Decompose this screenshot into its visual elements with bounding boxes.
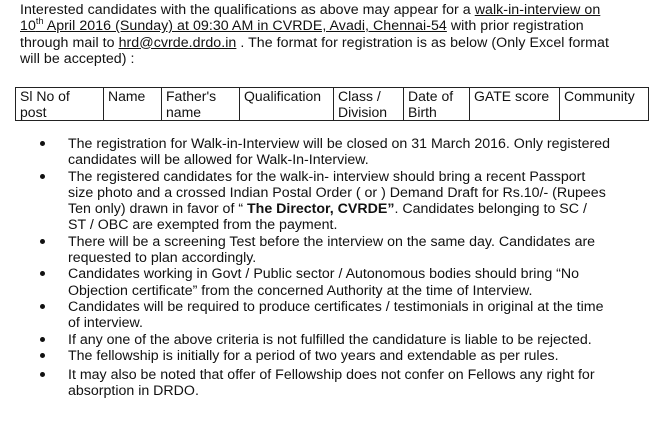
bullet-icon [40,141,45,146]
list-item: The registration for Walk-in-Interview will be closed on 31 March 2016. Only registered candidates will be allowed for Walk-In-Interview. [40,136,640,169]
bullet-icon [40,372,45,377]
column-header: Name [104,88,162,121]
intro-paragraph [20,2,650,67]
column-header: Qualification [240,88,334,121]
list-item: If any one of the above criteria is not fulfilled the candidature is liable to be rejected. [40,332,640,348]
bullet-icon [40,239,45,244]
intro-line-3: through mail to hrd@cvrde.drdo.in . The format for registration is as below (Only Excel format [20,34,609,51]
registration-format-table [15,87,649,121]
list-item: Candidates working in Govt / Public sector / Autonomous bodies should bring “No Objection certificate” from the concerned Authority at the time of Interview. [40,266,640,299]
bullet-icon [40,271,45,276]
list-item: The registered candidates for the walk-in- interview should bring a recent Passport size photo and a crossed Indian Postal Order ( or ) Demand Draft for Rs.10/- (Rupees Ten only) drawn in favor of “ The Director, CVRDE”. Candidates belonging to SC / ST / OBC are exempted from the payment. [40,169,640,234]
column-header: GATE score [470,88,560,121]
intro-line-1: Interested candidates with the qualifications as above may appear for a walk-in-interview on [20,2,601,18]
column-header: Class / Division [334,88,404,121]
intro-line-4: will be accepted) : [20,50,135,67]
column-header: Date of Birth [404,88,470,121]
column-header: Father's name [162,88,240,121]
intro-line-2: 10th April 2016 (Sunday) at 09:30 AM in CVRDE, Avadi, Chennai-54 with prior registration [20,15,584,35]
bullet-icon [40,174,45,179]
bullet-icon [40,353,45,358]
registration-email-link[interactable]: hrd@cvrde.drdo.in [118,34,237,51]
notes-list [40,136,640,400]
column-header: Sl No of post [16,88,104,121]
list-item: There will be a screening Test before the interview on the same day. Candidates are requested to plan accordingly. [40,234,640,267]
column-header: Community [560,88,649,121]
list-item: The fellowship is initially for a period of two years and extendable as per rules. [40,348,640,364]
table-header-row [16,88,649,121]
walk-in-interview-text: walk-in-interview on [474,2,601,18]
bullet-icon [40,337,45,342]
interview-date-venue: 10th April 2016 (Sunday) at 09:30 AM in CVRDE, Avadi, Chennai-54 [20,15,447,35]
list-item: It may also be noted that offer of Fellowship does not confer on Fellows any right for absorption in DRDO. [40,367,640,400]
payee-name: The Director, CVRDE” [247,201,395,218]
bullet-icon [40,304,45,309]
list-item: Candidates will be required to produce certificates / testimonials in original at the time of interview. [40,299,640,332]
